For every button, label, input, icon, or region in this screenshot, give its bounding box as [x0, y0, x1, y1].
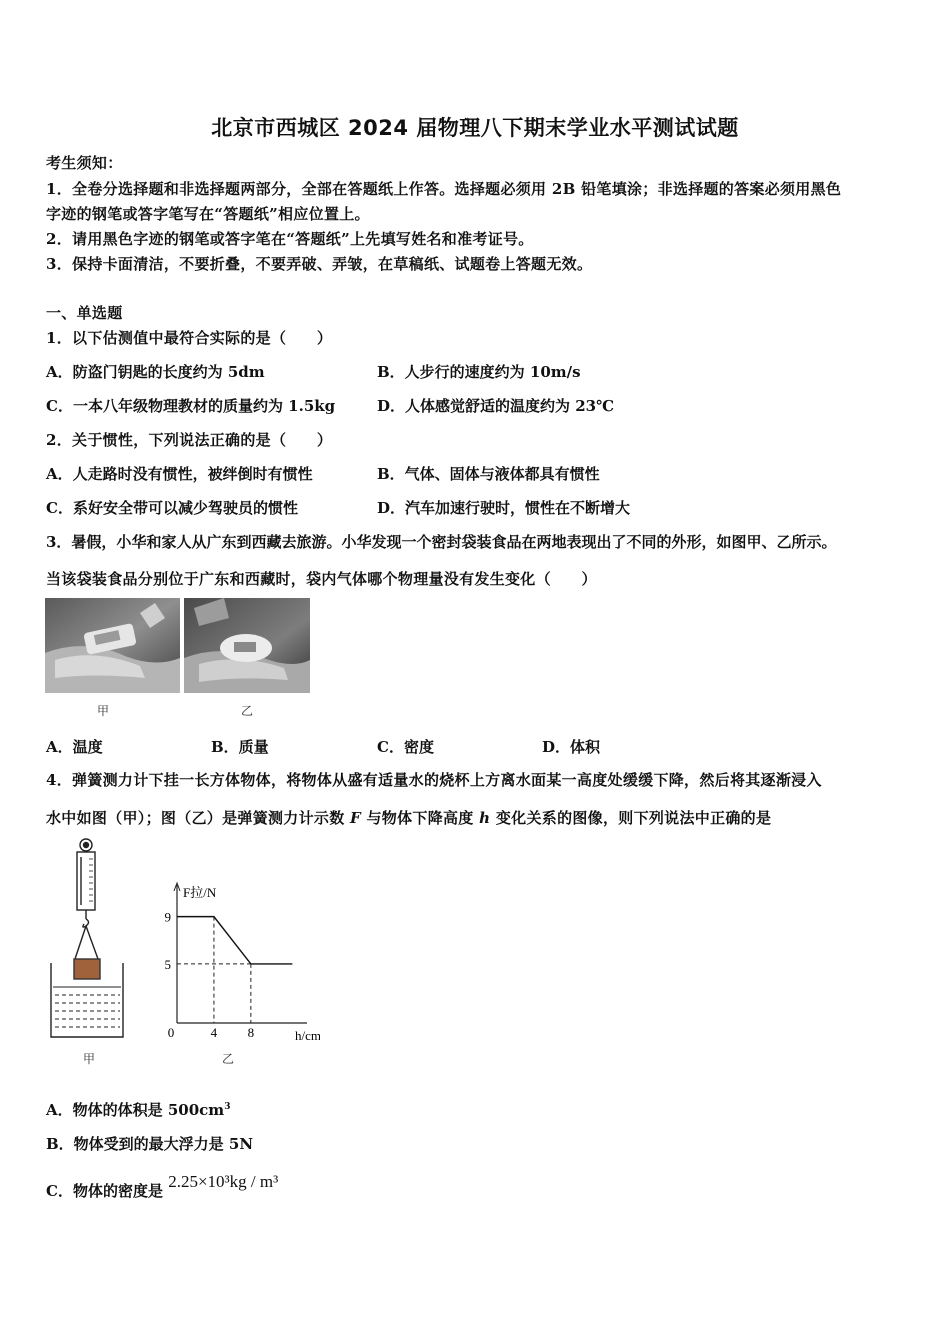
- q1-option-d[interactable]: D．人体感觉舒适的温度约为 23℃: [377, 397, 615, 415]
- q3-option-b[interactable]: B．质量: [211, 738, 269, 756]
- series-line: [177, 917, 292, 964]
- page-title: 北京市西城区 2024 届物理八下期末学业水平测试试题: [211, 116, 739, 140]
- section-heading: 一、单选题: [46, 304, 123, 322]
- notice-heading: 考生须知：: [46, 154, 123, 172]
- q4-option-a[interactable]: A．物体的体积是 $500cm^3$: [46, 1101, 231, 1119]
- q3-stem-2: 当该袋装食品分别位于广东和西藏时，袋内气体哪个物理量没有发生变化（ ）: [46, 570, 597, 588]
- q2-option-c[interactable]: C．系好安全带可以减少驾驶员的惯性: [46, 499, 298, 517]
- q3-option-a[interactable]: A．温度: [46, 738, 103, 756]
- x-tick-label: 8: [247, 1025, 255, 1040]
- q1-option-b[interactable]: B．人步行的速度约为 10m/s: [377, 363, 581, 381]
- notice-item-1-cont: 字迹的钢笔或答字笔写在“答题纸”相应位置上。: [46, 205, 370, 223]
- x-tick-label: 4: [210, 1025, 218, 1040]
- q3-caption-yi: 乙: [241, 704, 254, 718]
- q1-stem: 1．以下估测值中最符合实际的是（ ）: [46, 329, 333, 347]
- density-formula: 2.25×10³kg / m³: [168, 1172, 279, 1191]
- q2-stem: 2．关于惯性，下列说法正确的是（ ）: [46, 431, 333, 449]
- x-axis-label: h/cm: [295, 1028, 320, 1040]
- q3-caption-jia: 甲: [97, 704, 110, 718]
- q3-stem-1: 3．暑假，小华和家人从广东到西藏去旅游。小华发现一个密封袋装食品在两地表现出了不同的外形，如图甲、乙所示。: [46, 533, 837, 551]
- q1-option-a[interactable]: A．防盗门钥匙的长度约为 5dm: [46, 363, 265, 381]
- q4-stem-1: 4．弹簧测力计下挂一长方体物体，将物体从盛有适量水的烧杯上方离水面某一高度处缓缓下降，然后将其逐渐浸入: [46, 771, 822, 789]
- q3-photo-yi: [184, 598, 310, 693]
- y-axis-label: F拉/N: [183, 885, 217, 900]
- q3-option-c[interactable]: C．密度: [377, 738, 434, 756]
- q4-caption-jia: 甲: [83, 1052, 96, 1066]
- q3-photo-jia: [45, 598, 180, 693]
- q4-force-height-chart: [155, 875, 320, 1040]
- origin-label: 0: [167, 1025, 175, 1040]
- q4-option-c[interactable]: C．物体的密度是 2.25×10³kg / m³: [46, 1172, 279, 1200]
- q4-apparatus-figure: [45, 835, 130, 1045]
- q2-option-a[interactable]: A．人走路时没有惯性，被绊倒时有惯性: [46, 465, 313, 483]
- q4-caption-yi: 乙: [222, 1052, 235, 1066]
- notice-item-3: 3．保持卡面清洁，不要折叠，不要弄破、弄皱，在草稿纸、试题卷上答题无效。: [46, 255, 593, 273]
- q4-stem-2: 水中如图（甲）；图（乙）是弹簧测力计示数 F 与物体下降高度 h 变化关系的图像，则下列说法中正确的是: [46, 809, 772, 827]
- q4-option-b[interactable]: B．物体受到的最大浮力是 5N: [46, 1135, 254, 1153]
- q2-option-b[interactable]: B．气体、固体与液体都具有惯性: [377, 465, 600, 483]
- notice-item-2: 2．请用黑色字迹的钢笔或答字笔在“答题纸”上先填写姓名和准考证号。: [46, 230, 534, 248]
- q1-option-c[interactable]: C．一本八年级物理教材的质量约为 1.5kg: [46, 397, 336, 415]
- y-tick-label: 9: [164, 909, 171, 925]
- q2-option-d[interactable]: D．汽车加速行驶时，惯性在不断增大: [377, 499, 631, 517]
- q3-option-d[interactable]: D．体积: [542, 738, 601, 756]
- notice-item-1: 1．全卷分选择题和非选择题两部分，全部在答题纸上作答。选择题必须用 2B 铅笔填涂；非选择题的答案必须用黑色: [46, 180, 842, 198]
- y-tick-label: 5: [164, 956, 171, 972]
